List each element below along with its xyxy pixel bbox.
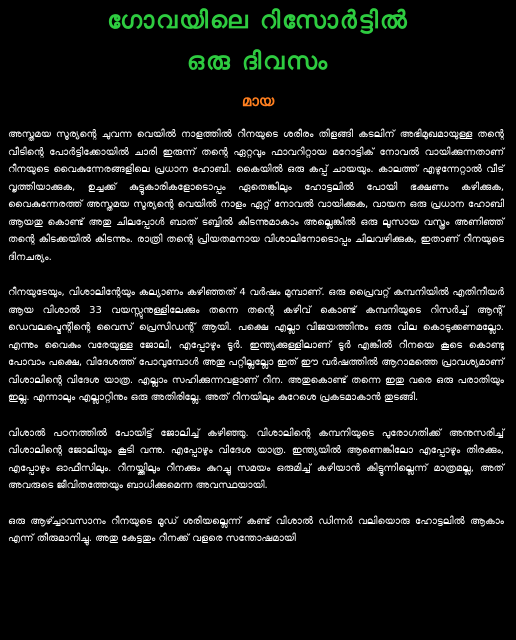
author-name: മായ [241, 92, 275, 110]
story-body [8, 126, 504, 566]
story-paragraph-3: വിശാൽ പഠനത്തിൽ പോയിട്ട് ജോലിച്ച് കഴിഞ്ഞു. വിശാലിന്റെ കമ്പനിയുടെ പുരോഗതിക്ക് അനുസരിച്ച് വിശാലിന്റെ ജോലിയും കൂടി വന്നു. എപ്പോഴും വിദേശ യാത്ര. ഇന്ത്യയിൽ ആണെങ്കിലോ എപ്പോഴും തിരക്കും, എപ്പോഴും ഓഫീസിലും. റീനയ്ക്കിലും റീനക്കും കുറച്ചു സമയം ഒരുമിച്ച് കഴിയാൻ കിട്ടുന്നില്ലെന്ന് മാത്രമല്ല, അത് അവരുടെ ജീവിതത്തേയും ബാധിക്കുമെന്ന അവസ്ഥയായി. [8, 427, 504, 491]
story-paragraph-2: റീനയുടേയും, വിശാലിന്റേയും കല്യാണം കഴിഞ്ഞത് 4 വർഷം മുമ്പാണ്. ഒരു പ്രൈവറ്റ് കമ്പനിയിൽ എതിനീയർ ആയ വിശാൽ 33 വയസ്സുനുള്ളിലേക്കും തന്നെ തന്റെ കഴിവ് കൊണ്ട് കമ്പനിയുടെ റിസർച്ച് ആന്റ് ഡെവലപ്മെന്റിന്റെ വൈസ് പ്രെസിഡന്റ് ആയി. പക്ഷെ എല്ലാ വിജയത്തിനും ഒരു വില കൊടുക്കണമല്ലോ. എന്നും വൈകും വരേയുള്ള ജോലി, എപ്പോഴും ടൂർ. ഇന്ത്യക്കുള്ളിലാണ് ടൂർ എങ്കിൽ റീനയെ കൂടെ കൊണ്ടു പോവാം പക്ഷെ, വിദേശത്ത് പോവുമ്പോൾ അതു പറ്റില്ലല്ലോ ഇത് ഈ വർഷത്തിൽ ആറാമത്തെ പ്രാവശ്യമാണ് വിശാലിന്റെ വിദേശ യാത്ര. എല്ലാം സഹിക്കുന്നവളാണ് റീന. അതുകൊണ്ട് തന്നെ ഇതു വരെ ഒരു പരാതിയും ഇല്ല. എന്നാലും എല്ലാറ്റിനും ഒരു അതിരില്ലേ. അത് റീനയിലും കുറേശെ പ്രകടമാകാൻ തുടങ്ങി. [8, 287, 504, 403]
story-paragraph-1: അസ്തമയ സൂര്യന്റെ ചുവന്ന വെയിൽ നാളത്തിൽ റീനയുടെ ശരീരം തിളങ്ങി കടലിന് അഭിമുഖമായുള്ള തന്റെ വീടിന്റെ പോർട്ടിക്കോയിൽ ചാരി ഇരുന്ന് തന്റെ ഏറ്റവും ഫാവറിറ്റായ മറോട്ടിക് നോവൽ വായിക്കുന്നതാണ് റീനയുടെ വൈകുന്നേരങ്ങളിലെ പ്രധാന ഹോബി. കൈയിൽ ഒരു കപ്പ് ചായയും. കാലത്ത് എഴുന്നേറ്റാൽ വീട് വൃത്തിയാക്കുക, ഉച്ചക്ക് കുട്ടുകാരികളോടൊപ്പം ഏതെങ്കിലും ഹോട്ടലിൽ പോയി ഭക്ഷണം കഴിക്കുക, വൈകുന്നേരത്ത് അസ്തമയ സൂര്യന്റെ വെയിൽ നാളം ഏറ്റ് നോവൽ വായിക്കുക, വായന ഒരു പ്രധാന ഹോബി ആയതു കൊണ്ട് അതു ചിലപ്പോൾ ബാത് ടബ്ബിൽ കിടന്നുമാകാം അല്ലെങ്കിൽ ഒരു ലൂസായ വസ്ത്രം അണിഞ്ഞ് തന്റെ കിടക്കയിൽ കിടന്നും. രാത്രി തന്റെ പ്രിയതമനായ വിശാലിനോടൊപ്പം ചിലവഴിക്കുക, ഇതാണ് റീനയുടെ ദിനചര്യം. [8, 129, 504, 263]
story-title-line-2: ഒരു ദിവസം [186, 47, 330, 75]
story-title-line-1: ഗോവയിലെ റിസോർട്ടിൽ [107, 6, 409, 34]
story-paragraph-4: ഒരു ആഴ്ച്ചാവസാനം റീനയുടെ മൂഡ് ശരിയല്ലെന്ന് കണ്ട് വിശാൽ ഡിന്നർ വലിയൊരു ഹോട്ടലിൽ ആകാം എന്ന് തീരുമാനിച്ചു. അതു കേട്ടതും റീനക്ക് വളരെ സന്തോഷമായി [8, 515, 504, 544]
